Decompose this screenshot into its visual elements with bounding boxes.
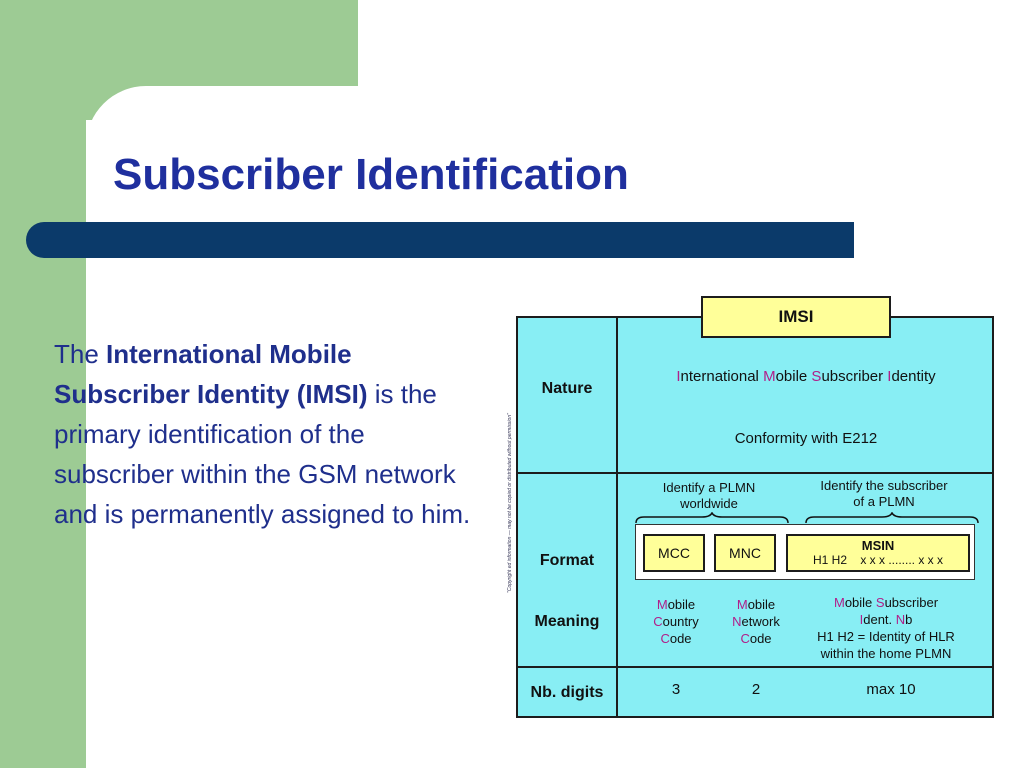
imsi-full-name: International Mobile Subscriber Identity xyxy=(676,368,936,385)
row-label-nature: Nature xyxy=(541,380,593,397)
format-braces xyxy=(634,512,979,524)
body-paragraph xyxy=(54,334,474,534)
digits-mnc: 2 xyxy=(751,681,761,698)
mcc-box: MCC xyxy=(643,534,705,572)
body-bold-term: International Mobile Subscriber Identity (IMSI) xyxy=(54,339,368,409)
msin-box xyxy=(786,534,970,572)
slide-title: Subscriber Identification xyxy=(113,150,629,199)
digits-mcc: 3 xyxy=(671,681,681,698)
msin-format: H1 H2 x x x ........ x x x xyxy=(812,553,944,567)
brace-mcc-mnc xyxy=(636,513,788,523)
meaning-mcc: Mobile Country Code xyxy=(653,597,699,646)
table-row-divider-meaning xyxy=(516,666,994,668)
copyright-note-text: "Copyright ed information — may not be copied or distributed without permission" xyxy=(507,413,513,593)
conformity-note: Conformity with E212 xyxy=(734,430,878,447)
mnc-box: MNC xyxy=(714,534,776,572)
brace-label-plmn: Identify a PLMN worldwide xyxy=(662,480,756,511)
body-prefix: The xyxy=(54,339,107,369)
imsi-header-box: IMSI xyxy=(701,296,891,338)
msin-label: MSIN xyxy=(861,538,895,553)
body-rest: is the primary identification of the subscriber within the GSM network and is permanently assigned to him. xyxy=(54,379,471,529)
title-underline-bar xyxy=(26,222,854,258)
brace-msin xyxy=(806,513,978,523)
brace-label-subscriber: Identify the subscriber of a PLMN xyxy=(820,478,948,509)
table-row-divider-nature xyxy=(516,472,994,474)
row-label-format: Format xyxy=(539,552,595,569)
digits-msin: max 10 xyxy=(866,681,916,698)
meaning-mnc: Mobile Network Code xyxy=(732,597,780,646)
meaning-msin: Mobile Subscriber Ident. Nb H1 H2 = Identity of HLR within the home PLMN xyxy=(817,595,955,661)
row-label-meaning: Meaning xyxy=(534,613,600,630)
row-label-digits: Nb. digits xyxy=(530,684,604,701)
imsi-structure-table xyxy=(516,307,994,718)
